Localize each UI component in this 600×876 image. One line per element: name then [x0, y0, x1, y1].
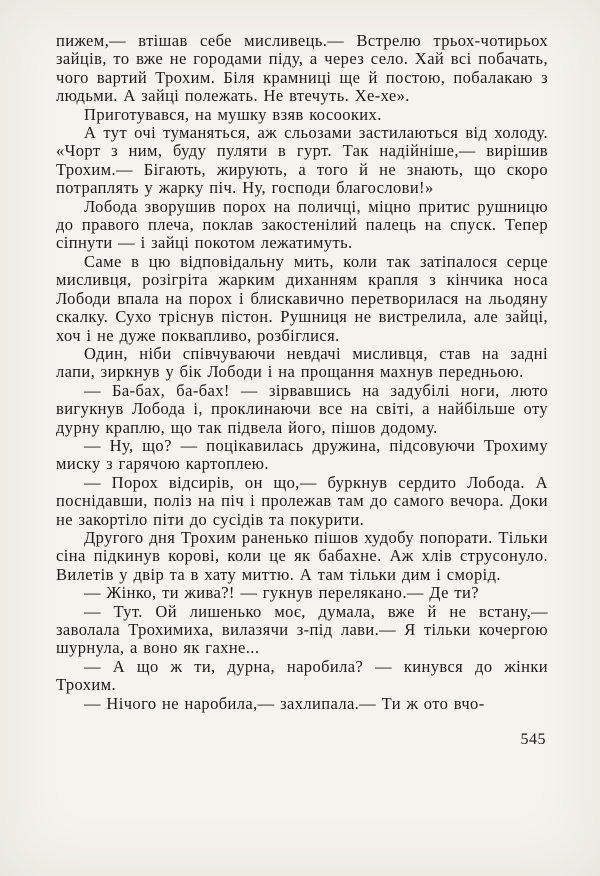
- paragraph: А тут очі туманяться, аж сльозами застилаються від холоду. «Чорт з ним, буду пуляти в гурт. Так надійніше,— вирішив Трохим.— Бігають, жирують, а того й не знають, що скоро потраплять у жарку піч. Ну, господи благослови!»: [56, 123, 548, 198]
- paragraph: Один, ніби співчуваючи невдачі мисливця, став на задні лапи, зиркнув у бік Лободи і на прощання махнув передньою.: [56, 343, 548, 382]
- paragraph: — Порох відсирів, он що,— буркнув сердито Лобода. А поснідавши, поліз на піч і пролежав там до самого вечора. Доки не закортіло піти до сусідів та покурити.: [56, 472, 548, 529]
- page-text: [56, 32, 548, 713]
- paragraph: — Тут. Ой лишенько моє, думала, вже й не встану,— заволала Трохимиха, вилазячи з-під лави.— Я тільки кочергою шурнула, а воно як гахне...: [56, 601, 548, 658]
- paragraph: пижем,— втішав себе мисливець.— Встрелю трьох-чотирьох зайців, то вже не городами піду, а через село. Хай всі побачать, чого вартий Трохим. Біля крамниці ще й постою, побалакаю з людьми. А зайці полежать. Не втечуть. Хе-хе».: [56, 31, 548, 106]
- paragraph: — Жінко, ти жива?! — гукнув перелякано.— Де ти?: [84, 583, 479, 603]
- paragraph: — Нічого не наробила,— захлипала.— Ти ж ото вчо-: [84, 693, 485, 713]
- paragraph: — Ба-бах, ба-бах! — зірвавшись на задубілі ноги, люто вигукнув Лобода і, проклинаючи все на світі, а найбільше оту дурну краплю, що так підвела його, пішов додому.: [56, 380, 548, 437]
- paragraph: Саме в цю відповідальну мить, коли так затіпалося серце мисливця, розігріта жарким диханням крапля з кінчика носа Лободи впала на порох і блискавично перетворилася на льодяну скалку. Сухо тріснув пістон. Рушниця не вистрелила, але зайці, хоч і не дуже поквапливо, розбіглися.: [56, 251, 548, 345]
- paragraph: Другого дня Трохим раненько пішов худобу попорати. Тільки сіна підкинув корові, коли це як бабахне. Аж хлів струсонуло. Вилетів у двір та в хату миттю. А там тільки дим і сморід.: [56, 527, 548, 584]
- paragraph: — Ну, що? — поцікавилась дружина, підсовуючи Трохиму миску з гарячою картоплею.: [56, 435, 548, 474]
- paragraph: Лобода зворушив порох на поличці, міцно притис рушницю до правого плеча, поклав закостенілий палець на спуск. Тепер сіпнути — і зайці покотом лежатимуть.: [56, 196, 548, 253]
- paragraph: — А що ж ти, дурна, наробила? — кинувся до жінки Трохим.: [56, 656, 548, 695]
- page-number: 545: [520, 731, 546, 749]
- paragraph: Приготувався, на мушку взяв косооких.: [84, 104, 382, 124]
